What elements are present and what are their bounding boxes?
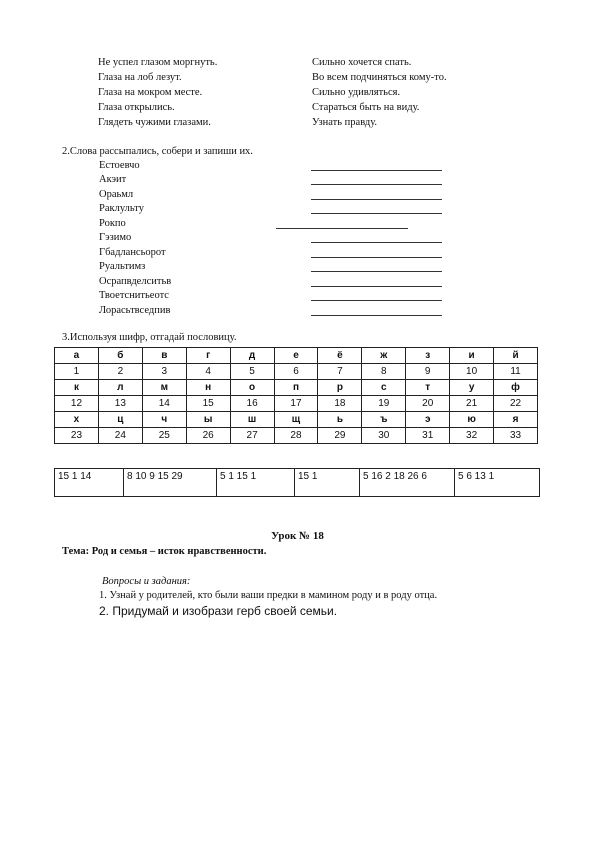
cipher-letter: ы (186, 412, 230, 428)
code-cell[interactable]: 15 1 14 (55, 469, 124, 497)
cipher-number: 32 (450, 428, 494, 444)
cipher-number: 17 (274, 396, 318, 412)
cipher-number: 16 (230, 396, 274, 412)
idiom-1: Не успел глазом моргнуть. (98, 57, 218, 68)
lesson-number: Урок № 18 (271, 530, 324, 542)
cipher-number: 22 (494, 396, 538, 412)
answer-blank[interactable] (311, 184, 442, 185)
cipher-number: 19 (362, 396, 406, 412)
question-1: 1. Узнай у родителей, кто были ваши предки в мамином роду и в роду отца. (99, 590, 438, 601)
cipher-letter: л (98, 380, 142, 396)
scrambled-word: Лорасьтвседпив (99, 305, 171, 316)
cipher-number: 30 (362, 428, 406, 444)
answer-blank[interactable] (311, 315, 442, 316)
questions-title: Вопросы и задания: (102, 576, 191, 587)
cipher-number: 1 (55, 364, 99, 380)
cipher-number: 23 (55, 428, 99, 444)
cipher-table (54, 347, 538, 444)
scrambled-word: Гэзимо (99, 232, 132, 243)
answer-blank[interactable] (311, 242, 442, 243)
code-cell[interactable]: 15 1 (295, 469, 360, 497)
answer-blank[interactable] (311, 300, 442, 301)
cipher-number: 21 (450, 396, 494, 412)
cipher-number: 26 (186, 428, 230, 444)
cipher-letter: ь (318, 412, 362, 428)
cipher-number: 28 (274, 428, 318, 444)
cipher-number: 7 (318, 364, 362, 380)
cipher-letter: ё (318, 348, 362, 364)
scrambled-word: Осрапвделситьв (99, 276, 172, 287)
cipher-letter: т (406, 380, 450, 396)
cipher-number: 27 (230, 428, 274, 444)
cipher-letter-row (55, 380, 538, 396)
cipher-letter: щ (274, 412, 318, 428)
cipher-letter: н (186, 380, 230, 396)
cipher-letter: ъ (362, 412, 406, 428)
idiom-4: Глаза открылись. (98, 102, 175, 113)
answer-blank[interactable] (311, 170, 442, 171)
cipher-number: 13 (98, 396, 142, 412)
cipher-number-row (55, 364, 538, 380)
meaning-4: Стараться быть на виду. (312, 102, 420, 113)
cipher-number: 15 (186, 396, 230, 412)
meaning-3: Сильно удивляться. (312, 87, 401, 98)
cipher-letter: ч (142, 412, 186, 428)
idiom-5: Глядеть чужими глазами. (98, 117, 211, 128)
cipher-letter: б (98, 348, 142, 364)
cipher-number: 12 (55, 396, 99, 412)
cipher-letter: х (55, 412, 99, 428)
cipher-number: 31 (406, 428, 450, 444)
cipher-letter: э (406, 412, 450, 428)
code-table (54, 468, 540, 497)
cipher-letter: г (186, 348, 230, 364)
cipher-number: 5 (230, 364, 274, 380)
cipher-letter: д (230, 348, 274, 364)
cipher-letter: и (450, 348, 494, 364)
scrambled-word: Акэит (99, 174, 127, 185)
cipher-number-row (55, 428, 538, 444)
cipher-number: 11 (494, 364, 538, 380)
cipher-number: 9 (406, 364, 450, 380)
meaning-2: Во всем подчиняться кому-то. (312, 72, 447, 83)
cipher-number: 24 (98, 428, 142, 444)
cipher-number: 25 (142, 428, 186, 444)
cipher-letter: м (142, 380, 186, 396)
cipher-letter: п (274, 380, 318, 396)
cipher-number: 18 (318, 396, 362, 412)
cipher-number: 3 (142, 364, 186, 380)
cipher-letter: я (494, 412, 538, 428)
cipher-number: 2 (98, 364, 142, 380)
scrambled-word: Руальтимз (99, 261, 146, 272)
cipher-number: 10 (450, 364, 494, 380)
cipher-letter: ж (362, 348, 406, 364)
cipher-letter: й (494, 348, 538, 364)
meaning-1: Сильно хочется спать. (312, 57, 412, 68)
scrambled-word: Ораьмл (99, 189, 134, 200)
answer-blank[interactable] (311, 286, 442, 287)
cipher-number: 4 (186, 364, 230, 380)
topic-text: Род и семья – исток нравственности. (91, 546, 267, 557)
code-cell[interactable]: 5 6 13 1 (455, 469, 540, 497)
cipher-number-row (55, 396, 538, 412)
scrambled-word: Рокпо (99, 218, 126, 229)
cipher-letter: е (274, 348, 318, 364)
question-2: 2. Придумай и изобрази герб своей семьи. (99, 604, 338, 618)
cipher-number: 20 (406, 396, 450, 412)
scrambled-word: Естоевчо (99, 160, 140, 171)
answer-blank[interactable] (276, 228, 408, 229)
topic-line (62, 546, 266, 557)
cipher-letter: з (406, 348, 450, 364)
cipher-letter: р (318, 380, 362, 396)
cipher-letter: в (142, 348, 186, 364)
answer-blank[interactable] (311, 213, 442, 214)
cipher-letter: к (55, 380, 99, 396)
cipher-letter: с (362, 380, 406, 396)
topic-label: Тема: (62, 546, 90, 557)
answer-blank[interactable] (311, 199, 442, 200)
cipher-number: 14 (142, 396, 186, 412)
answer-blank[interactable] (311, 257, 442, 258)
scrambled-word: Твоетснитьеотс (99, 290, 169, 301)
cipher-number: 8 (362, 364, 406, 380)
code-cell[interactable]: 5 1 15 1 (217, 469, 295, 497)
idiom-3: Глаза на мокром месте. (98, 87, 203, 98)
cipher-number: 6 (274, 364, 318, 380)
cipher-letter-row (55, 412, 538, 428)
cipher-number: 29 (318, 428, 362, 444)
answer-blank[interactable] (311, 271, 442, 272)
task2-title: 2.Слова рассыпались, собери и запиши их. (62, 146, 253, 157)
code-cell[interactable]: 5 16 2 18 26 6 (360, 469, 455, 497)
cipher-letter: у (450, 380, 494, 396)
cipher-letter: а (55, 348, 99, 364)
scrambled-word: Раклульту (99, 203, 144, 214)
meaning-5: Узнать правду. (312, 117, 378, 128)
cipher-letter-row (55, 348, 538, 364)
idiom-2: Глаза на лоб лезут. (98, 72, 182, 83)
cipher-number: 33 (494, 428, 538, 444)
cipher-letter: ц (98, 412, 142, 428)
code-cell[interactable]: 8 10 9 15 29 (124, 469, 217, 497)
task3-title: 3.Используя шифр, отгадай пословицу. (62, 332, 237, 343)
cipher-letter: о (230, 380, 274, 396)
cipher-letter: ф (494, 380, 538, 396)
cipher-letter: ш (230, 412, 274, 428)
scrambled-word: Гбадлансьорот (99, 247, 166, 258)
cipher-letter: ю (450, 412, 494, 428)
